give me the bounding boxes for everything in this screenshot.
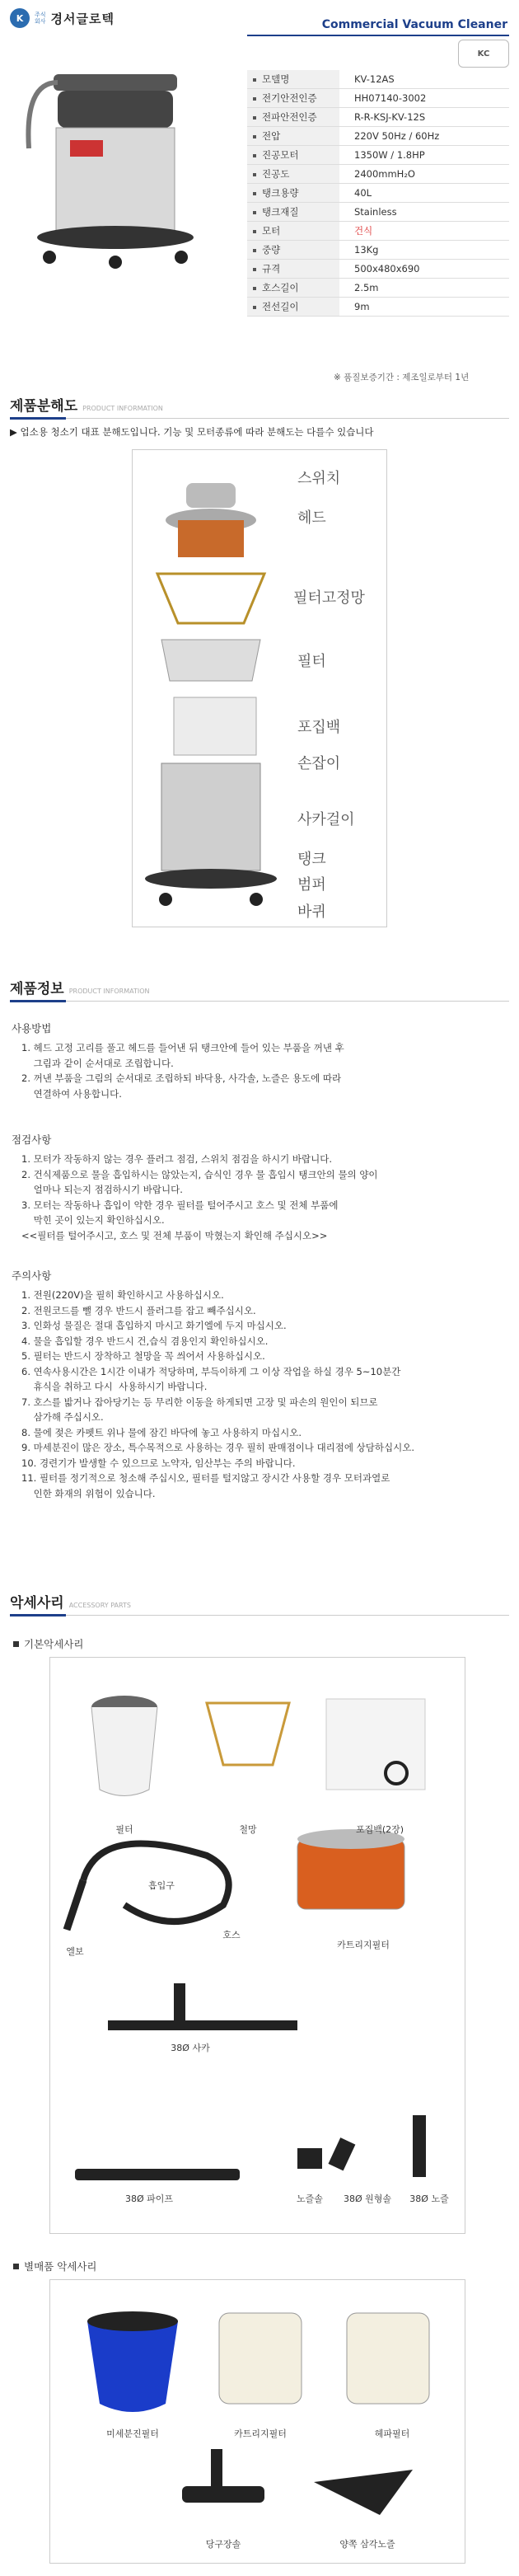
part-label: 손잡이 <box>297 755 341 772</box>
section-accessories <box>10 1591 509 1616</box>
kc-cert-icon: KC <box>458 40 509 68</box>
accessory-label: 38Ø 사카 <box>171 2043 210 2053</box>
spec-value: 1350W / 1.8HP <box>354 149 425 161</box>
section-subtitle: PRODUCT INFORMATION <box>68 988 150 995</box>
info-list-item: 얼마나 되는지 점검하시기 바랍니다. <box>21 1184 183 1195</box>
accessory-label: 양쪽 삼각노즐 <box>339 2539 395 2550</box>
part-label: 범퍼 <box>297 876 326 894</box>
warranty-note: ※ 품질보증기간 : 제조일로부터 1년 <box>334 373 470 382</box>
spec-key: 진공도 <box>247 165 339 183</box>
accessory-label: 38Ø 노즐 <box>409 2194 449 2204</box>
spec-row <box>247 298 509 317</box>
part-label: 스위치 <box>297 470 341 487</box>
logo-small-text: 주식 회사 <box>35 12 46 25</box>
header-divider <box>247 35 509 36</box>
info-list-item: 인한 화재의 위험이 있습니다. <box>21 1487 156 1499</box>
info-list <box>21 1152 378 1243</box>
spec-value: HH07140-3002 <box>354 92 427 104</box>
spec-key: 전파안전인증 <box>247 108 339 126</box>
accessory-label: 38Ø 파이프 <box>124 2194 174 2204</box>
disassembly-note: ▶ 업소용 청소기 대표 분해도입니다. 기능 및 모터종류에 따라 분해도는 다를수 있습니다 <box>10 426 374 438</box>
info-list-item: 2. 건식제품으로 물을 흡입하시는 않았는지, 습식인 경우 물 흡입시 탱크안의 물의 양이 <box>21 1168 378 1180</box>
spec-value: KV-12AS <box>354 73 395 85</box>
basic-accessories-heading <box>13 1636 83 1651</box>
spec-key: 탱크용량 <box>247 184 339 202</box>
info-list <box>21 1040 344 1101</box>
spec-value: 13Kg <box>354 244 379 256</box>
info-list-item: 휴식을 취하고 다시 사용하시기 바랍니다. <box>21 1381 208 1392</box>
exploded-view-image <box>133 450 388 928</box>
part-label: 바퀴 <box>297 903 326 921</box>
info-list-item: 연결하여 사용합니다. <box>21 1087 122 1100</box>
info-list-item: 1. 모터가 작동하지 않는 경우 플러그 점검, 스위치 점검을 하시기 바랍니다. <box>21 1153 332 1165</box>
spec-row <box>247 70 509 89</box>
spec-value: Stainless <box>354 206 397 218</box>
accessory-label: 호스 <box>222 1930 241 1940</box>
info-list-item: 9. 마세분진이 많은 장소, 특수목적으로 사용하는 경우 필히 판매점이나 대리점에 상담하십시오. <box>21 1442 414 1453</box>
accessory-label: 포집백(2장) <box>355 1824 404 1835</box>
spec-value: 500x480x690 <box>354 263 420 274</box>
section-title: 제품분해도 <box>10 398 78 415</box>
bullet-icon <box>13 1641 19 1647</box>
extra-accessories-image <box>50 2280 466 2564</box>
info-list-item: 1. 헤드 고정 고리를 풀고 헤드를 들어낸 뒤 탱크안에 들어 있는 부품을 꺼낸 후 <box>21 1042 344 1053</box>
info-group-heading: 주의사항 <box>12 1269 52 1282</box>
spec-value: 9m <box>354 301 370 312</box>
info-list-item: 막힌 곳이 있는지 확인하십시오. <box>21 1214 165 1226</box>
spec-row <box>247 279 509 298</box>
exploded-diagram <box>132 449 387 927</box>
info-list <box>21 1288 414 1501</box>
part-label: 포집백 <box>297 719 341 736</box>
section-subtitle: ACCESSORY PARTS <box>68 1602 131 1609</box>
section-subtitle: PRODUCT INFORMATION <box>82 405 163 412</box>
spec-row <box>247 241 509 260</box>
info-group <box>12 1021 344 1101</box>
accessory-label: 38Ø 원형솔 <box>343 2194 392 2204</box>
accessory-label: 카트리지필터 <box>337 1940 390 1950</box>
vacuum-product-image <box>8 49 239 280</box>
spec-key: 중량 <box>247 241 339 259</box>
part-label: 탱크 <box>297 851 326 868</box>
accessory-label: 당구장솔 <box>205 2539 241 2550</box>
spec-row <box>247 146 509 165</box>
info-list-item: 11. 필터를 정기적으로 청소해 주십시오, 필터를 털지않고 장시간 사용할 경우 모터과열로 <box>21 1472 390 1484</box>
accessory-label: 헤파필터 <box>374 2428 410 2439</box>
section-disassembly <box>10 394 509 439</box>
logo-icon: K <box>10 8 30 28</box>
spec-value: 2400mmH₂O <box>354 168 415 180</box>
spec-row <box>247 165 509 184</box>
spec-key: 탱크재질 <box>247 203 339 221</box>
spec-value: 건식 <box>354 225 373 237</box>
spec-key: 전기안전인증 <box>247 89 339 107</box>
spec-key: 전압 <box>247 127 339 145</box>
info-list-item: 6. 연속사용시간은 1시간 이내가 적당하며, 부득이하게 그 이상 작업을 하실 경우 5~10분간 <box>21 1365 401 1377</box>
section-title: 제품정보 <box>10 981 64 997</box>
basic-accessories-box <box>49 1657 465 2234</box>
accessory-label: 흡입구 <box>148 1880 175 1891</box>
info-group <box>12 1268 414 1501</box>
section-divider <box>10 1001 509 1002</box>
section-divider <box>10 1615 509 1616</box>
spec-row <box>247 127 509 146</box>
info-list-item: 1. 전원(220V)을 필히 확인하시고 사용하십시오. <box>21 1289 224 1301</box>
company-logo <box>10 8 115 28</box>
info-group <box>12 1132 378 1243</box>
info-list-item: 5. 필터는 반드시 장착하고 철망을 꼭 씌어서 사용하십시오. <box>21 1350 265 1362</box>
spec-row <box>247 89 509 108</box>
extra-accessories-heading <box>13 2259 97 2273</box>
spec-value: 220V 50Hz / 60Hz <box>354 130 440 142</box>
info-group-heading: 사용방법 <box>12 1022 52 1035</box>
info-list-item: 2. 전원코드를 뺄 경우 반드시 플러그를 잡고 빼주십시오. <box>21 1304 256 1316</box>
section-info <box>10 977 509 1002</box>
spec-key: 전선길이 <box>247 298 339 316</box>
extra-accessories-label: 별매품 악세사리 <box>24 2260 97 2273</box>
basic-accessories-label: 기본악세사리 <box>24 1638 84 1650</box>
spec-key: 모델명 <box>247 70 339 88</box>
accessory-label: 노즐솔 <box>297 2194 323 2204</box>
part-label: 헤드 <box>297 509 326 527</box>
spec-table <box>247 70 509 317</box>
info-list-item: 10. 경련기가 발생할 수 있으므로 노약자, 임산부는 주의 바랍니다. <box>21 1457 296 1469</box>
spec-key: 규격 <box>247 260 339 278</box>
company-name: 경서글로텍 <box>50 11 115 26</box>
spec-row <box>247 184 509 203</box>
spec-row <box>247 203 509 222</box>
part-label: 필터 <box>297 653 326 670</box>
part-label: 필터고정망 <box>293 589 365 607</box>
accessory-label: 철망 <box>239 1824 257 1835</box>
info-list-item: 8. 물에 젖은 카펫트 위나 물에 잠긴 바닥에 놓고 사용하지 마십시오. <box>21 1426 302 1438</box>
accessory-label: 엘보 <box>66 1946 84 1957</box>
info-list-item: 7. 호스를 밟거나 잡아당기는 등 무리한 이동을 하게되면 고장 및 파손의 원인이 되므로 <box>21 1396 378 1408</box>
info-list-item: <<필터를 털어주시고, 호스 및 전체 부품이 막혔는지 확인해 주십시오>> <box>21 1229 328 1241</box>
spec-row <box>247 222 509 241</box>
accessory-label: 미세분진필터 <box>106 2428 159 2439</box>
extra-accessories-box <box>49 2279 465 2564</box>
section-divider <box>10 418 509 419</box>
spec-row <box>247 108 509 127</box>
accessory-label: 카트리지필터 <box>234 2428 287 2439</box>
info-list-item: 3. 인화성 물질은 절대 흡입하지 마시고 화기엘에 두지 마십시오. <box>21 1320 287 1331</box>
info-list-item: 삼가해 주십시오. <box>21 1411 104 1423</box>
bullet-icon <box>13 2264 19 2269</box>
spec-value: 2.5m <box>354 282 379 293</box>
spec-key: 모터 <box>247 222 339 240</box>
spec-value: R-R-KSJ-KV-12S <box>354 111 426 123</box>
info-list-item: 2. 꺼낸 부품을 그림의 순서대로 조립하되 바닥용, 사각솔, 노즐은 용도에 따라 <box>21 1072 342 1084</box>
part-label: 사카걸이 <box>297 811 355 828</box>
spec-value: 40L <box>354 187 372 199</box>
info-group-heading: 점검사항 <box>12 1133 52 1146</box>
spec-key: 호스길이 <box>247 279 339 297</box>
info-list-item: 3. 모터는 작동하나 흡입이 약한 경우 필터를 털어주시고 호스 및 전체 부품에 <box>21 1199 339 1211</box>
info-list-item: 4. 물을 흡입할 경우 반드시 건,습식 겸용인지 확인하십시오. <box>21 1335 269 1347</box>
info-list-item: 그림과 같이 순서대로 조립합니다. <box>21 1057 174 1069</box>
spec-key: 진공모터 <box>247 146 339 164</box>
spec-row <box>247 260 509 279</box>
section-title: 악세사리 <box>10 1595 64 1612</box>
page-title: Commercial Vacuum Cleaner <box>321 18 507 31</box>
accessory-label: 필터 <box>115 1824 133 1835</box>
